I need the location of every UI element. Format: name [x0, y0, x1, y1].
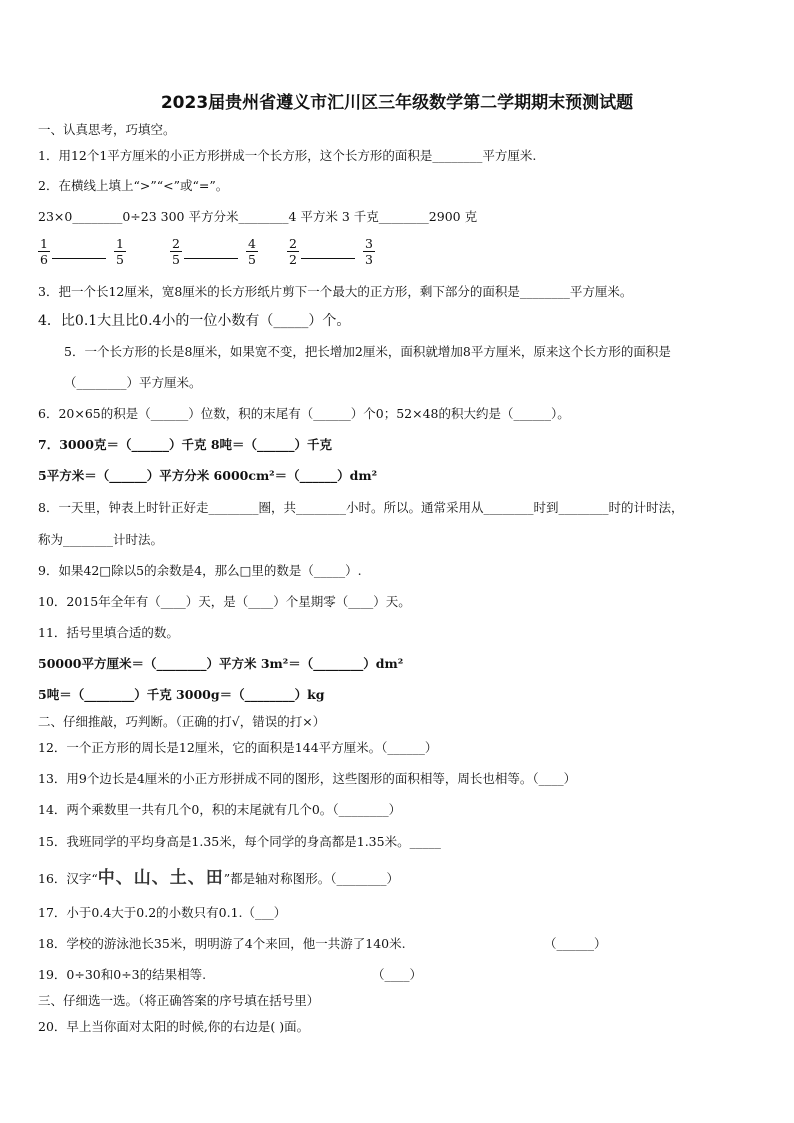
- fraction-numerator: 1: [38, 236, 50, 252]
- fraction-numerator: 2: [287, 236, 299, 252]
- question-4: 4．比0.1大且比0.4小的一位小数有（_____）个。: [38, 313, 351, 329]
- question-9: 9．如果42□除以5的余数是4，那么□里的数是（_____）.: [38, 563, 362, 578]
- fraction-denominator: 5: [172, 252, 180, 267]
- fraction-numerator: 4: [246, 236, 258, 252]
- fraction-2-5: [170, 236, 182, 267]
- question-6: 6．20×65的积是（______）位数，积的末尾有（______）个0；52×48的积大约是（______）。: [38, 406, 570, 421]
- question-19-answer: （____）: [372, 967, 423, 982]
- question-3: 3．把一个长12厘米，宽8厘米的长方形纸片剪下一个最大的正方形，剩下部分的面积是________平方厘米。: [38, 284, 633, 299]
- fraction-4-5: [246, 236, 258, 267]
- question-8-line-1: 8．一天里，钟表上时针正好走________圈，共________小时。所以。通常采用从________时到________时的计时法，: [38, 500, 684, 515]
- question-15: 15．我班同学的平均身高是1.35米，每个同学的身高都是1.35米。_____: [38, 834, 441, 849]
- question-1: 1．用12个1平方厘米的小正方形拼成一个长方形，这个长方形的面积是________平方厘米.: [38, 148, 537, 163]
- fraction-denominator: 6: [40, 252, 48, 267]
- question-7-line-1: 7．3000克＝（______）千克 8吨＝（______）千克: [38, 437, 333, 452]
- question-16-prefix: 16．汉字“: [38, 871, 98, 886]
- fraction-1-6: [38, 236, 50, 267]
- question-16: [38, 868, 399, 889]
- question-11-line-2: 5吨＝（________）千克 3000g＝（________）kg: [38, 687, 325, 702]
- question-2: 2．在横线上填上“>”“<”或“=”。: [38, 178, 229, 193]
- question-14: 14．两个乘数里一共有几个0，积的末尾就有几个0。（________）: [38, 802, 402, 817]
- question-20: 20．早上当你面对太阳的时候,你的右边是( )面。: [38, 1019, 310, 1034]
- question-13: 13．用9个边长是4厘米的小正方形拼成不同的图形，这些图形的面积相等，周长也相等。（____）: [38, 771, 577, 786]
- fraction-numerator: 1: [114, 236, 126, 252]
- fraction-denominator: 5: [248, 252, 256, 267]
- answer-blank: [52, 258, 106, 259]
- question-2-comparisons: 23×0________0÷23 300 平方分米________4 平方米 3 千克________2900 克: [38, 209, 478, 224]
- fraction-denominator: 2: [289, 252, 297, 267]
- question-17: 17．小于0.4大于0.2的小数只有0.1.（___）: [38, 905, 287, 920]
- question-8-line-2: 称为________计时法。: [38, 532, 164, 547]
- question-5-line-1: 5．一个长方形的长是8厘米，如果宽不变，把长增加2厘米，面积就增加8平方厘米，原来这个长方形的面积是: [64, 344, 671, 359]
- question-5-line-2: （________）平方厘米。: [64, 375, 202, 390]
- question-18: 18．学校的游泳池长35米，明明游了4个来回，他一共游了140米.: [38, 936, 406, 951]
- question-19: 19．0÷30和0÷3的结果相等.: [38, 967, 207, 982]
- question-12: 12．一个正方形的周长是12厘米，它的面积是144平方厘米。（______）: [38, 740, 438, 755]
- question-11: 11．括号里填合适的数。: [38, 625, 179, 640]
- fraction-denominator: 5: [116, 252, 124, 267]
- question-16-suffix: ”都是轴对称图形。（________）: [223, 871, 399, 886]
- fraction-1-5: [114, 236, 126, 267]
- answer-blank: [301, 258, 355, 259]
- fraction-denominator: 3: [365, 252, 373, 267]
- question-7-line-2: 5平方米＝（______）平方分米 6000cm²＝（______）dm²: [38, 468, 378, 483]
- question-10: 10．2015年全年有（____）天，是（____）个星期零（____）天。: [38, 594, 411, 609]
- answer-blank: [184, 258, 238, 259]
- fraction-2-2: [287, 236, 299, 267]
- section-3-heading: 三、仔细选一选。（将正确答案的序号填在括号里）: [38, 993, 320, 1008]
- fraction-3-3: [363, 236, 375, 267]
- question-18-answer: （______）: [544, 936, 607, 951]
- section-1-heading: 一、认真思考，巧填空。: [38, 122, 176, 137]
- fraction-numerator: 2: [170, 236, 182, 252]
- question-11-line-1: 50000平方厘米＝（________）平方米 3m²＝（________）dm²: [38, 656, 404, 671]
- section-2-heading: 二、仔细推敲，巧判断。（正确的打√，错误的打×）: [38, 714, 326, 729]
- question-16-characters: 中、山、土、田: [97, 868, 224, 888]
- fraction-numerator: 3: [363, 236, 375, 252]
- page-title: 2023届贵州省遵义市汇川区三年级数学第二学期期末预测试题: [160, 93, 634, 113]
